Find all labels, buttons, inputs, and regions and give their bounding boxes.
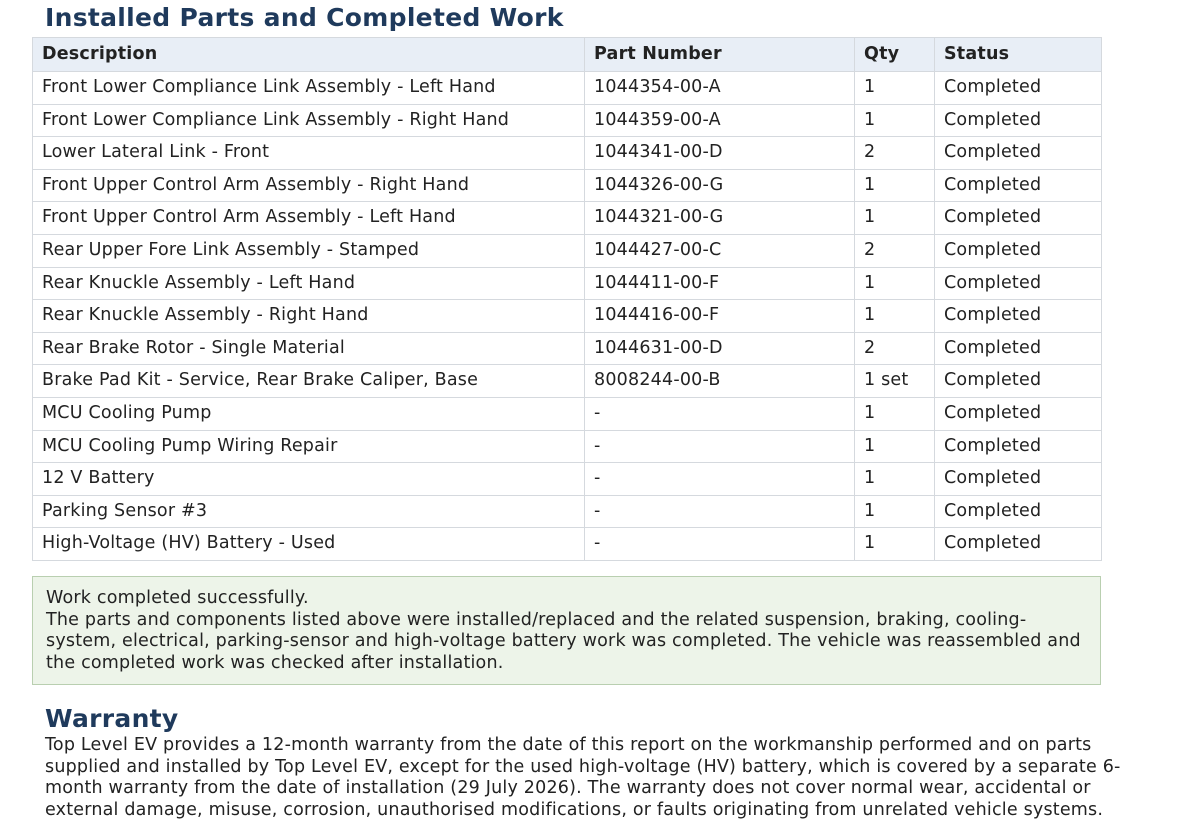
- cell-part-number: 1044359-00-A: [585, 104, 855, 137]
- table-row: [33, 72, 1102, 105]
- cell-qty: 1: [855, 528, 935, 561]
- column-header-description: Description: [33, 38, 585, 72]
- cell-part-number: 1044354-00-A: [585, 72, 855, 105]
- cell-part-number: 1044631-00-D: [585, 332, 855, 365]
- cell-description: Lower Lateral Link - Front: [33, 137, 585, 170]
- table-row: [33, 202, 1102, 235]
- cell-description: Front Lower Compliance Link Assembly - Right Hand: [33, 104, 585, 137]
- table-row: [33, 365, 1102, 398]
- cell-description: Front Upper Control Arm Assembly - Right Hand: [33, 169, 585, 202]
- parts-section-title: Installed Parts and Completed Work: [45, 3, 564, 32]
- table-row: [33, 528, 1102, 561]
- cell-status: Completed: [935, 332, 1102, 365]
- cell-status: Completed: [935, 104, 1102, 137]
- table-row: [33, 495, 1102, 528]
- cell-part-number: 1044411-00-F: [585, 267, 855, 300]
- cell-part-number: -: [585, 430, 855, 463]
- cell-description: Front Upper Control Arm Assembly - Left Hand: [33, 202, 585, 235]
- cell-qty: 1: [855, 72, 935, 105]
- cell-qty: 2: [855, 137, 935, 170]
- cell-status: Completed: [935, 495, 1102, 528]
- cell-qty: 2: [855, 332, 935, 365]
- cell-status: Completed: [935, 137, 1102, 170]
- cell-qty: 2: [855, 234, 935, 267]
- cell-status: Completed: [935, 234, 1102, 267]
- notice-heading: Work completed successfully.: [46, 588, 309, 608]
- table-row: [33, 463, 1102, 496]
- cell-description: High-Voltage (HV) Battery - Used: [33, 528, 585, 561]
- cell-part-number: 8008244-00-B: [585, 365, 855, 398]
- column-header-qty: Qty: [855, 38, 935, 72]
- cell-status: Completed: [935, 528, 1102, 561]
- cell-qty: 1: [855, 495, 935, 528]
- cell-description: MCU Cooling Pump Wiring Repair: [33, 430, 585, 463]
- cell-status: Completed: [935, 267, 1102, 300]
- table-row: [33, 430, 1102, 463]
- table-row: [33, 397, 1102, 430]
- cell-status: Completed: [935, 169, 1102, 202]
- cell-qty: 1: [855, 267, 935, 300]
- cell-part-number: -: [585, 463, 855, 496]
- column-header-part-number: Part Number: [585, 38, 855, 72]
- table-row: [33, 104, 1102, 137]
- cell-qty: 1: [855, 300, 935, 333]
- cell-status: Completed: [935, 430, 1102, 463]
- table-row: [33, 137, 1102, 170]
- cell-part-number: 1044321-00-G: [585, 202, 855, 235]
- notice-body: The parts and components listed above were installed/replaced and the related suspension, braking, cooling-system, electrical, parking-sensor and high-voltage battery work was completed. The vehicle was reassembled and the completed work was checked after installation.: [46, 609, 1081, 673]
- cell-qty: 1 set: [855, 365, 935, 398]
- work-completed-notice: [32, 576, 1101, 685]
- cell-description: Parking Sensor #3: [33, 495, 585, 528]
- cell-part-number: 1044427-00-C: [585, 234, 855, 267]
- cell-status: Completed: [935, 463, 1102, 496]
- table-row: [33, 267, 1102, 300]
- cell-qty: 1: [855, 202, 935, 235]
- cell-part-number: 1044341-00-D: [585, 137, 855, 170]
- column-header-status: Status: [935, 38, 1102, 72]
- cell-status: Completed: [935, 397, 1102, 430]
- cell-qty: 1: [855, 463, 935, 496]
- cell-description: 12 V Battery: [33, 463, 585, 496]
- warranty-section-title: Warranty: [45, 704, 179, 733]
- cell-description: Rear Brake Rotor - Single Material: [33, 332, 585, 365]
- cell-qty: 1: [855, 169, 935, 202]
- cell-description: Rear Knuckle Assembly - Left Hand: [33, 267, 585, 300]
- cell-part-number: 1044416-00-F: [585, 300, 855, 333]
- warranty-text: Top Level EV provides a 12-month warranty from the date of this report on the workmanship performed and on parts supplied and installed by Top Level EV, except for the used high-voltage (HV) battery, which is covered by a separate 6-month warranty from the date of installation (29 July 2026). The warranty does not cover normal wear, accidental or external damage, misuse, corrosion, unauthorised modifications, or faults originating from unrelated vehicle systems.: [45, 735, 1121, 820]
- table-row: [33, 169, 1102, 202]
- cell-description: MCU Cooling Pump: [33, 397, 585, 430]
- table-row: [33, 300, 1102, 333]
- cell-qty: 1: [855, 430, 935, 463]
- table-row: [33, 332, 1102, 365]
- cell-description: Front Lower Compliance Link Assembly - Left Hand: [33, 72, 585, 105]
- cell-description: Rear Knuckle Assembly - Right Hand: [33, 300, 585, 333]
- cell-status: Completed: [935, 72, 1102, 105]
- cell-description: Rear Upper Fore Link Assembly - Stamped: [33, 234, 585, 267]
- parts-table-header: [33, 38, 1102, 72]
- parts-table-body: [33, 72, 1102, 561]
- cell-part-number: -: [585, 495, 855, 528]
- cell-part-number: -: [585, 397, 855, 430]
- cell-qty: 1: [855, 397, 935, 430]
- cell-part-number: -: [585, 528, 855, 561]
- header-row: [33, 38, 1102, 72]
- cell-description: Brake Pad Kit - Service, Rear Brake Caliper, Base: [33, 365, 585, 398]
- cell-status: Completed: [935, 202, 1102, 235]
- cell-qty: 1: [855, 104, 935, 137]
- cell-part-number: 1044326-00-G: [585, 169, 855, 202]
- parts-table: [32, 37, 1102, 561]
- cell-status: Completed: [935, 365, 1102, 398]
- table-row: [33, 234, 1102, 267]
- cell-status: Completed: [935, 300, 1102, 333]
